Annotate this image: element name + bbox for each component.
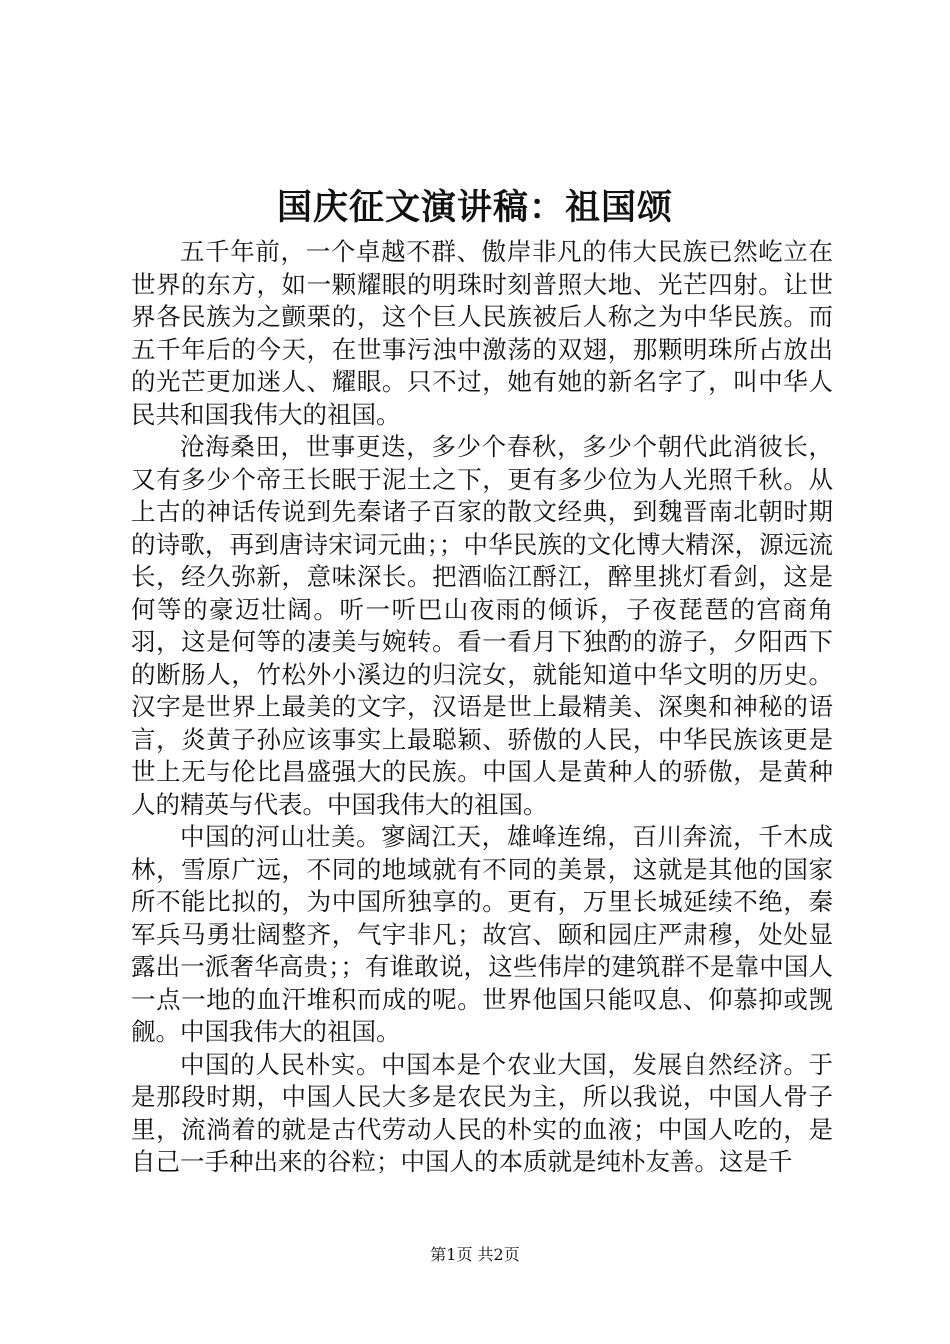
paragraph-2: 沧海桑田，世事更迭，多少个春秋，多少个朝代此消彼长，又有多少个帝王长眠于泥土之下，更有多少位为人光照千秋。从上古的神话传说到先秦诸子百家的散文经典，到魏晋南北朝时期的诗歌，再到唐诗宋词元曲；；中华民族的文化博大精深，源远流长，经久弥新，意味深长。把酒临江酹江，醉里挑灯看剑，这是何等的豪迈壮阔。听一听巴山夜雨的倾诉，子夜琵琶的宫商角羽，这是何等的凄美与婉转。看一看月下独酌的游子，夕阳西下的断肠人，竹松外小溪边的归浣女，就能知道中华文明的历史。汉字是世界上最美的文字，汉语是世上最精美、深奥和神秘的语言，炎黄子孙应该事实上最聪颖、骄傲的人民，中华民族该更是世上无与伦比昌盛强大的民族。中国人是黄种人的骄傲，是黄种人的精英与代表。中国我伟大的祖国。: [131, 432, 833, 819]
page-title: 国庆征文演讲稿：祖国颂: [276, 187, 673, 228]
page-number-footer: 第1页 共2页: [430, 1245, 520, 1264]
paragraph-4: 中国的人民朴实。中国本是个农业大国，发展自然经济。于是那段时期，中国人民大多是农民为主，所以我说，中国人骨子里，流淌着的就是古代劳动人民的朴实的血液；中国人吃的，是自己一手种出来的谷粒；中国人的本质就是纯朴友善。这是千: [131, 1049, 833, 1176]
paragraph-3: 中国的河山壮美。寥阔江天，雄峰连绵，百川奔流，千木成林，雪原广远，不同的地域就有不同的美景，这就是其他的国家所不能比拟的，为中国所独享的。更有，万里长城延续不绝，秦军兵马勇壮阔整齐，气宇非凡；故宫、颐和园庄严肃穆，处处显露出一派奢华高贵；；有谁敢说，这些伟岸的建筑群不是靠中国人一点一地的血汗堆积而成的呢。世界他国只能叹息、仰慕抑或觊觎。中国我伟大的祖国。: [131, 822, 833, 1046]
paragraph-1: 五千年前，一个卓越不群、傲岸非凡的伟大民族已然屹立在世界的东方，如一颗耀眼的明珠时刻普照大地、光芒四射。让世界各民族为之颤栗的，这个巨人民族被后人称之为中华民族。而五千年后的今天，在世事污浊中激荡的双翅，那颗明珠所占放出的光芒更加迷人、耀眼。只不过，她有她的新名字了，叫中华人民共和国我伟大的祖国。: [131, 237, 833, 429]
document-body: [131, 236, 833, 1179]
